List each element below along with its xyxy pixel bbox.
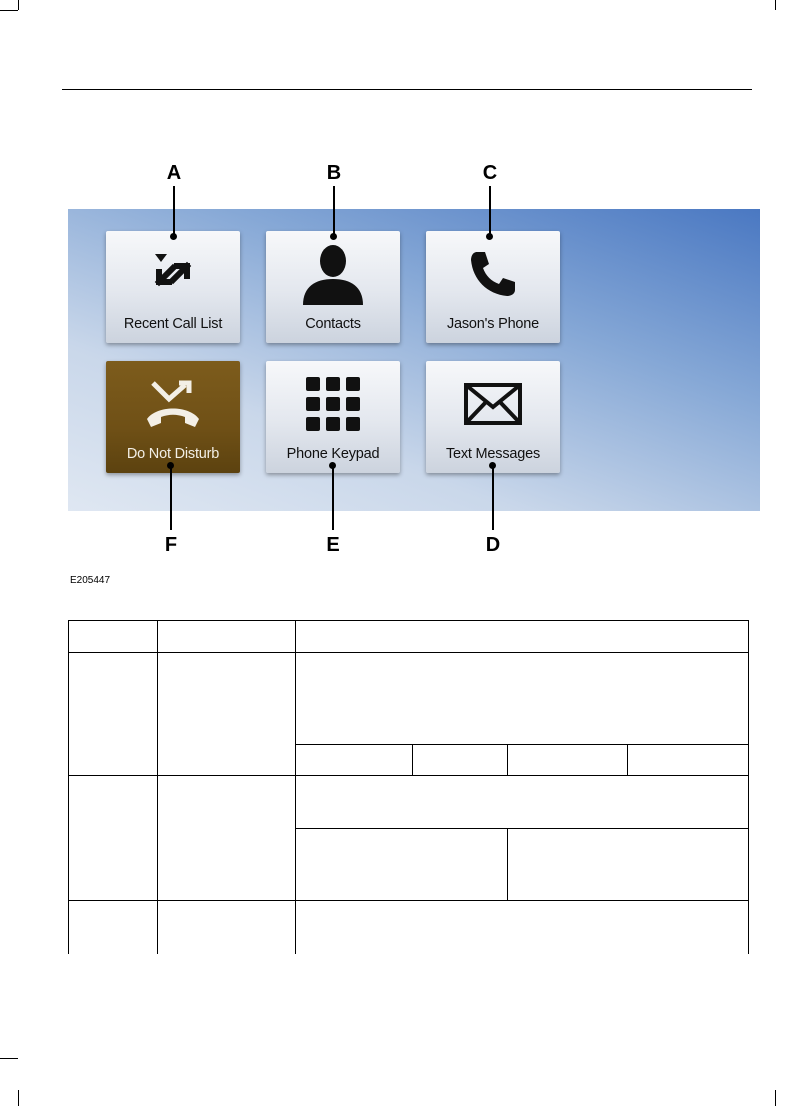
tile-label: Contacts: [305, 316, 361, 332]
table-rule: [295, 620, 296, 954]
callout-b-dot: [330, 233, 337, 240]
table-rule: [627, 744, 628, 775]
phone-keypad-button[interactable]: [266, 361, 400, 473]
callout-b: B: [326, 162, 342, 184]
table-rule: [68, 900, 748, 901]
callout-d: D: [485, 534, 501, 556]
tile-label: Phone Keypad: [286, 446, 380, 462]
callout-c-dot: [486, 233, 493, 240]
table-rule: [507, 744, 508, 775]
person-icon: [266, 243, 400, 305]
callout-b-line: [333, 186, 335, 236]
callout-a-line: [173, 186, 175, 236]
text-messages-button[interactable]: [426, 361, 560, 473]
table-rule: [68, 775, 748, 776]
callout-a-dot: [170, 233, 177, 240]
tile-label: Text Messages: [445, 446, 541, 462]
callout-e-line: [332, 466, 334, 530]
do-not-disturb-button[interactable]: [106, 361, 240, 473]
callout-e: E: [326, 534, 340, 556]
table-rule: [68, 652, 748, 653]
keypad-icon: [266, 373, 400, 435]
missed-call-icon: [106, 373, 240, 435]
callout-d-line: [492, 466, 494, 530]
tile-label: Jason's Phone: [446, 316, 540, 332]
crop-mark: [18, 1090, 19, 1106]
call-arrows-icon: [106, 243, 240, 305]
envelope-icon: [426, 373, 560, 435]
table-rule: [507, 828, 508, 900]
callout-f-line: [170, 466, 172, 530]
tile-label: Recent Call List: [123, 316, 223, 332]
table-rule: [295, 744, 748, 745]
table-rule: [412, 744, 413, 775]
figure-id: E205447: [70, 575, 111, 586]
table-rule: [295, 828, 748, 829]
table-rule: [748, 620, 749, 954]
callout-c: C: [482, 162, 498, 184]
recent-call-list-button[interactable]: [106, 231, 240, 343]
tile-label: Do Not Disturb: [126, 446, 220, 462]
callout-a: A: [166, 162, 182, 184]
callout-f: F: [164, 534, 178, 556]
jasons-phone-button[interactable]: [426, 231, 560, 343]
crop-mark: [775, 1090, 776, 1106]
phone-handset-icon: [426, 243, 560, 305]
table-rule: [68, 620, 69, 954]
contacts-button[interactable]: [266, 231, 400, 343]
crop-mark: [0, 1058, 18, 1059]
callout-c-line: [489, 186, 491, 236]
table-rule: [68, 620, 748, 621]
table-rule: [157, 620, 158, 954]
